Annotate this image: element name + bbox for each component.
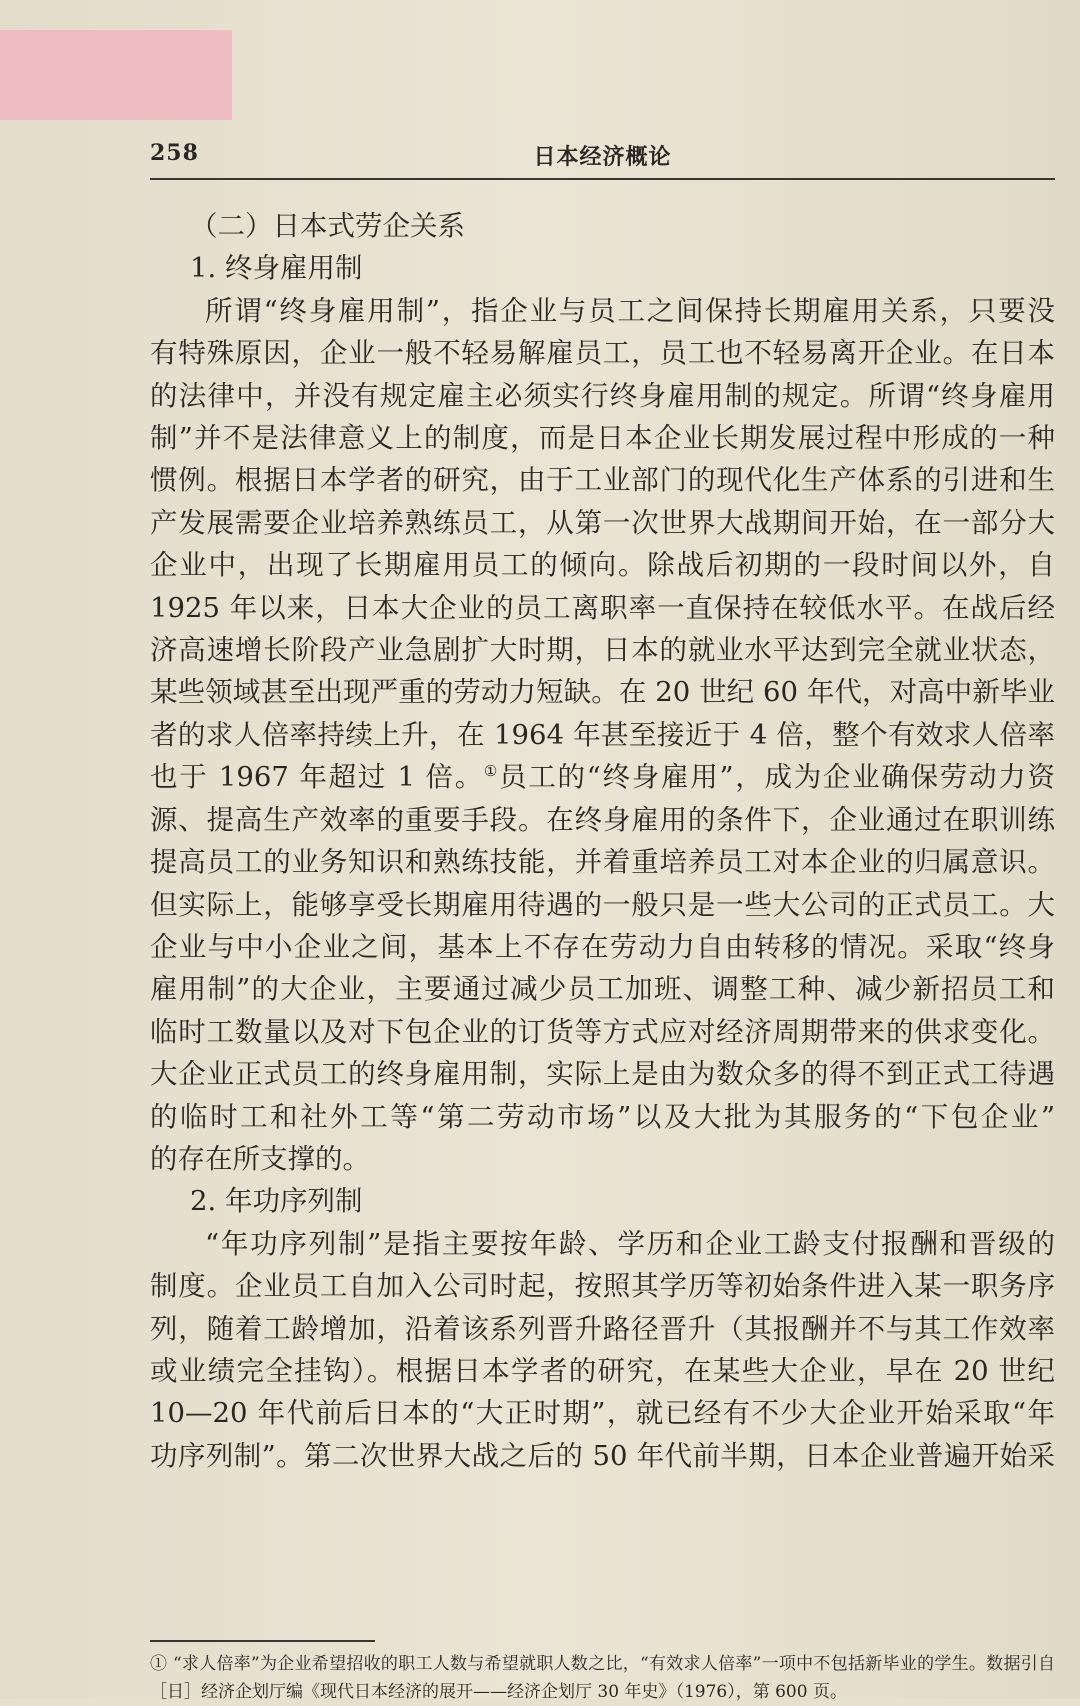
footnote-marker[interactable]: ① (483, 762, 500, 781)
text-line: “年功序列制”是指主要按年龄、学历和企业工龄支付报酬和晋级的 (205, 1227, 1055, 1260)
footnote-divider (150, 1640, 375, 1642)
text-line: 惯例。根据日本学者的研究，由于工业部门的现代化生产体系的引进和生 (150, 464, 1055, 497)
paragraph-seniority-system (150, 1223, 1055, 1477)
text-line: 雇用制”的大企业，主要通过减少员工加班、调整工种、减少新招员工和 (150, 973, 1055, 1006)
text-line: 或业绩完全挂钩）。根据日本学者的研究，在某些大企业，早在 20 世纪 (150, 1354, 1055, 1387)
footnote: ① “求人倍率”为企业希望招收的职工人数与希望就职人数之比，“有效求人倍率”一项中不包括新毕业的学生。数据引自［日］经济企划厅编《现代日本经济的展开——经济企划厅 30 年史》（1976），第 600 页。 (150, 1654, 1055, 1702)
page-number: 258 (150, 140, 199, 166)
text-line: 列，随着工龄增加，沿着该系列晋升路径晋升（其报酬并不与其工作效率 (150, 1312, 1055, 1345)
section-heading: （二）日本式劳企关系 (190, 210, 465, 242)
body-text (150, 205, 1055, 1477)
text-line: 者的求人倍率持续上升，在 1964 年甚至接近于 4 倍，整个有效求人倍率 (150, 718, 1055, 751)
text-line: 源、提高生产效率的重要手段。在终身雇用的条件下，企业通过在职训练 (150, 803, 1055, 836)
text-segment: 也于 1967 年超过 1 倍。 (150, 761, 484, 794)
subsection-heading-1: 1. 终身雇用制 (190, 252, 363, 285)
text-line: 所谓“终身雇用制”，指企业与员工之间保持长期雇用关系，只要没 (205, 294, 1055, 327)
text-line: 提高员工的业务知识和熟练技能，并着重培养员工对本企业的归属意识。 (150, 846, 1055, 879)
text-line: 大企业正式员工的终身雇用制，实际上是由为数众多的得不到正式工待遇 (150, 1058, 1055, 1091)
text-line: 的存在所支撑的。 (150, 1142, 370, 1175)
text-line: 济高速增长阶段产业急剧扩大时期，日本的就业水平达到完全就业状态， (150, 634, 1055, 667)
subsection-heading-2: 2. 年功序列制 (190, 1185, 363, 1218)
text-line: 制”并不是法律意义上的制度，而是日本企业长期发展过程中形成的一种 (150, 422, 1055, 455)
text-line: 1925 年以来，日本大企业的员工离职率一直保持在较低水平。在战后经 (150, 591, 1055, 624)
text-line: 企业中，出现了长期雇用员工的倾向。除战后初期的一段时间以外，自 (150, 549, 1055, 582)
text-line: 制度。企业员工自加入公司时起，按照其学历等初始条件进入某一职务序 (150, 1270, 1055, 1303)
text-segment: 员工的“终身雇用”，成为企业确保劳动力资 (499, 761, 1055, 794)
paragraph-lifetime-employment (150, 290, 1055, 1181)
text-line: 某些领域甚至出现严重的劳动力短缺。在 20 世纪 60 年代，对高中新毕业 (150, 676, 1055, 709)
text-line: 企业与中小企业之间，基本上不存在劳动力自由转移的情况。采取“终身 (150, 930, 1055, 963)
pink-stain (0, 30, 232, 120)
text-line: 产发展需要企业培养熟练员工，从第一次世界大战期间开始，在一部分大 (150, 506, 1055, 539)
text-line: 但实际上，能够享受长期雇用待遇的一般只是一些大公司的正式员工。大 (150, 888, 1055, 921)
running-title: 日本经济概论 (533, 144, 672, 170)
page-header (150, 140, 1055, 180)
text-line: 有特殊原因，企业一般不轻易解雇员工，员工也不轻易离开企业。在日本 (150, 337, 1055, 370)
text-line: 10—20 年代前后日本的“大正时期”，就已经有不少大企业开始采取“年 (150, 1397, 1055, 1430)
text-line: 的法律中，并没有规定雇主必须实行终身雇用制的规定。所谓“终身雇用 (150, 379, 1055, 412)
text-line: 的临时工和社外工等“第二劳动市场”以及大批为其服务的“下包企业” (150, 1100, 1055, 1133)
text-line (150, 756, 1055, 798)
text-line: 功序列制”。第二次世界大战之后的 50 年代前半期，日本企业普遍开始采 (150, 1439, 1055, 1472)
text-line: 临时工数量以及对下包企业的订货等方式应对经济周期带来的供求变化。 (150, 1015, 1055, 1048)
